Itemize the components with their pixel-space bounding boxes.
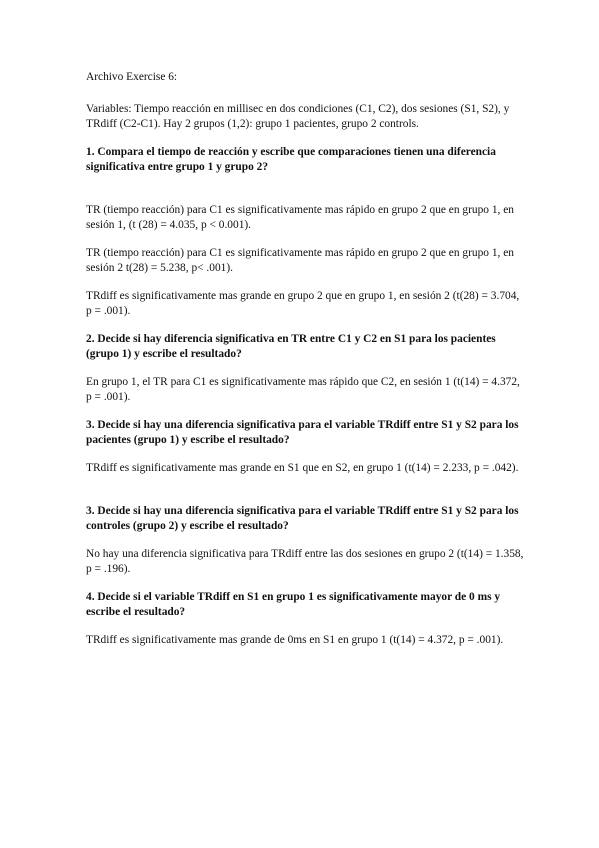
answer-1-3: TRdiff es significativamente mas grande en grupo 2 que en grupo 1, en sesión 2 (t(28) = 3.704, p = .001). <box>86 290 520 317</box>
question-2: 2. Decide si hay diferencia significativa en TR entre C1 y C2 en S1 para los pacientes (grupo 1) y escribe el resultado? <box>86 333 496 360</box>
answer-1-1: TR (tiempo reacción) para C1 es significativamente mas rápido en grupo 2 que en grupo 1, en sesión 1, (t (28) = 4.035, p < 0.001). <box>86 204 514 231</box>
answer-2-1: En grupo 1, el TR para C1 es significativamente mas rápido que C2, en sesión 1 (t(14) = 4.372, p = .001). <box>86 376 520 403</box>
question-3b: 3. Decide si hay una diferencia significativa para el variable TRdiff entre S1 y S2 para los controles (grupo 2) y escribe el resultado? <box>86 505 519 532</box>
question-4: 4. Decide si el variable TRdiff en S1 en grupo 1 es significativamente mayor de 0 ms y escribe el resultado? <box>86 591 501 618</box>
answer-1-2: TR (tiempo reacción) para C1 es significativamente mas rápido en grupo 2 que en grupo 1, en sesión 2 t(28) = 5.238, p< .001). <box>86 247 514 274</box>
document-page <box>86 70 526 648</box>
answer-4-1: TRdiff es significativamente mas grande de 0ms en S1 en grupo 1 (t(14) = 4.372, p = .001). <box>86 634 504 646</box>
question-3a: 3. Decide si hay una diferencia significativa para el variable TRdiff entre S1 y S2 para los pacientes (grupo 1) y escribe el resultado? <box>86 419 519 446</box>
document-title: Archivo Exercise 6: <box>86 71 178 83</box>
question-1: 1. Compara el tiempo de reacción y escribe que comparaciones tienen una diferencia significativa entre grupo 1 y grupo 2? <box>86 146 496 173</box>
answer-3b-1: No hay una diferencia significativa para TRdiff entre las dos sesiones en grupo 2 (t(14) = 1.358, p = .196). <box>86 548 524 575</box>
answer-3a-1: TRdiff es significativamente mas grande en S1 que en S2, en grupo 1 (t(14) = 2.233, p = .042). <box>86 462 519 474</box>
intro-paragraph: Variables: Tiempo reacción en millisec en dos condiciones (C1, C2), dos sesiones (S1, S2), y TRdiff (C2-C1). Hay 2 grupos (1,2): grupo 1 pacientes, grupo 2 controls. <box>86 103 510 130</box>
